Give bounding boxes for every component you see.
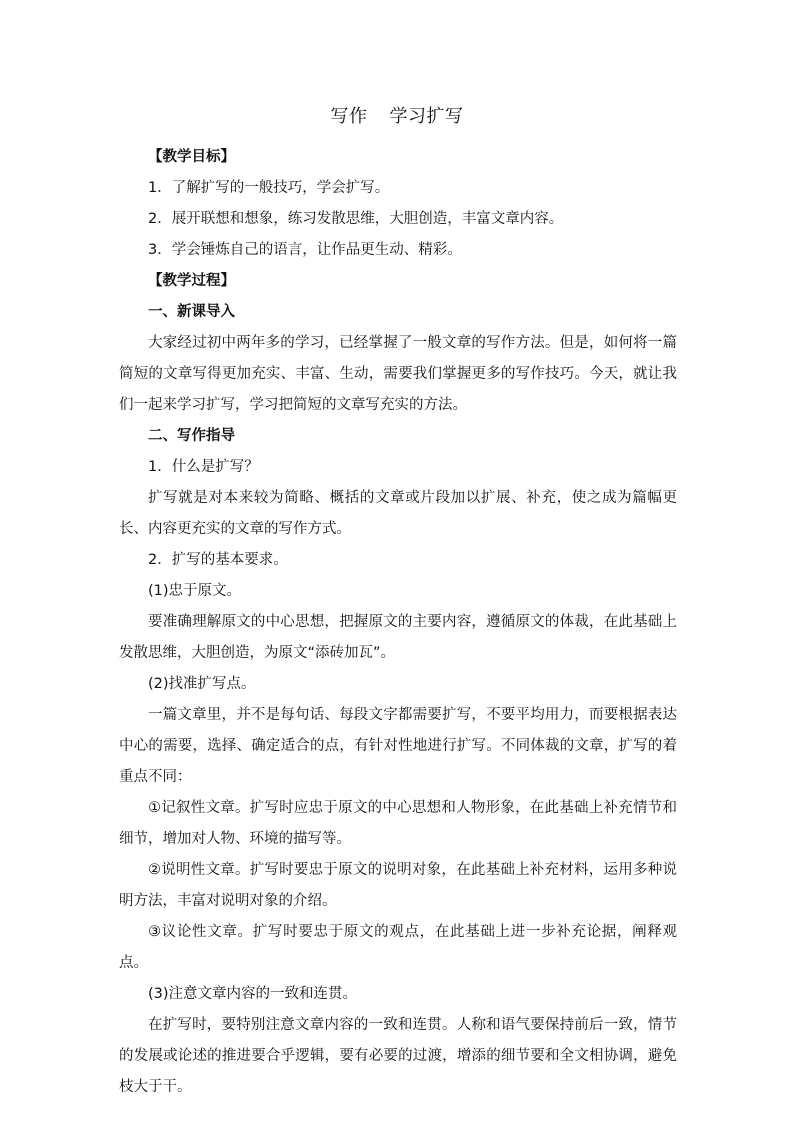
page-title xyxy=(0,104,794,130)
document-body xyxy=(119,142,677,1103)
section-heading-guidance: 二、写作指导 xyxy=(148,428,235,444)
question-2: 2．扩写的基本要求。 xyxy=(148,552,288,568)
title-part-1: 写作 xyxy=(330,106,368,127)
section-heading-intro: 一、新课导入 xyxy=(148,304,235,320)
intro-paragraph: 大家经过初中两年多的学习，已经掌握了一般文章的写作方法。但是，如何将一篇简短的文章写得更加充实、丰富、生动，需要我们掌握更多的写作技巧。今天，就让我们一起来学习扩写，学习把简短的文章写充实的方法。 xyxy=(119,335,677,413)
genre-item-argumentative: ③议论性文章。扩写时要忠于原文的观点，在此基础上进一步补充论据，阐释观点。 xyxy=(119,924,677,971)
genre-item-expository: ②说明性文章。扩写时要忠于原文的说明对象，在此基础上补充材料，运用多种说明方法，丰富对说明对象的介绍。 xyxy=(119,862,677,909)
question-1-answer: 扩写就是对本来较为简略、概括的文章或片段加以扩展、补充，使之成为篇幅更长、内容更充实的文章的写作方式。 xyxy=(119,490,677,537)
requirement-2-heading: (2)找准扩写点。 xyxy=(148,676,256,692)
process-heading: 【教学过程】 xyxy=(148,273,235,289)
genre-item-narrative: ①记叙性文章。扩写时应忠于原文的中心思想和人物形象，在此基础上补充情节和细节，增加对人物、环境的描写等。 xyxy=(119,800,677,847)
requirement-1-text: 要准确理解原文的中心思想，把握原文的主要内容，遵循原文的体裁，在此基础上发散思维，大胆创造，为原文“添砖加瓦”。 xyxy=(119,614,677,661)
requirement-3-heading: (3)注意文章内容的一致和连贯。 xyxy=(148,986,358,1002)
goal-item-3: 3．学会锤炼自己的语言，让作品更生动、精彩。 xyxy=(148,242,462,258)
title-part-2: 学习扩写 xyxy=(389,106,464,127)
question-1: 1．什么是扩写？ xyxy=(148,459,259,475)
requirement-3-text: 在扩写时，要特别注意文章内容的一致和连贯。人称和语气要保持前后一致，情节的发展或论述的推进要合乎逻辑，要有必要的过渡，增添的细节要和全文相协调，避免枝大于干。 xyxy=(119,1017,677,1095)
requirement-1-heading: (1)忠于原文。 xyxy=(148,583,242,599)
goals-heading: 【教学目标】 xyxy=(148,149,235,165)
requirement-2-text: 一篇文章里，并不是每句话、每段文字都需要扩写，不要平均用力，而要根据表达中心的需要，选择、确定适合的点，有针对性地进行扩写。不同体裁的文章，扩写的着重点不同： xyxy=(119,707,677,785)
goal-item-1: 1．了解扩写的一般技巧，学会扩写。 xyxy=(148,180,390,196)
goal-item-2: 2．展开联想和想象，练习发散思维，大胆创造，丰富文章内容。 xyxy=(148,211,564,227)
